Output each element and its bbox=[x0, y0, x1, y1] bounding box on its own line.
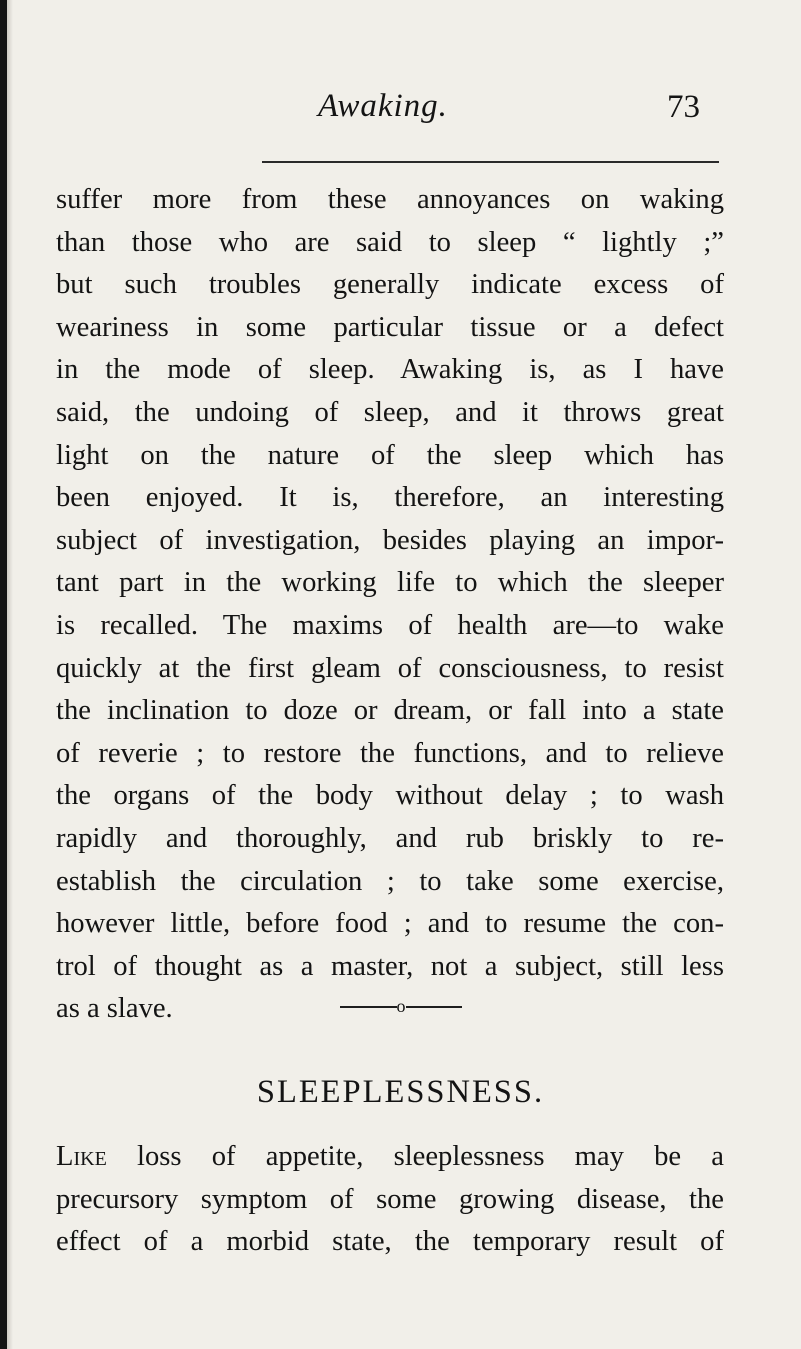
text-line: but such troubles generally indicate excess of bbox=[56, 269, 724, 301]
text-line: said, the undoing of sleep, and it throws great bbox=[56, 396, 724, 428]
divider-ornament: o bbox=[396, 996, 406, 1016]
lead-word: Like bbox=[56, 1141, 107, 1172]
text-line: however little, before food ; and to resume the con- bbox=[56, 908, 724, 940]
divider-rule-right bbox=[406, 1006, 462, 1008]
first-line-rest: loss of appetite, sleeplessness may be a bbox=[106, 1141, 724, 1172]
paragraph-awaking bbox=[56, 179, 724, 1031]
text-line: suffer more from these annoyances on waking bbox=[56, 184, 724, 215]
text-line: the inclination to doze or dream, or fall into a state bbox=[56, 695, 724, 727]
text-line: effect of a morbid state, the temporary result of bbox=[56, 1226, 724, 1258]
divider-rule-left bbox=[340, 1006, 397, 1008]
page-number: 73 bbox=[667, 89, 700, 125]
text-line: as a slave. bbox=[56, 993, 173, 1025]
text-line: is recalled. The maxims of health are—to wake bbox=[56, 609, 724, 641]
text-line: rapidly and thoroughly, and rub briskly to re- bbox=[56, 822, 724, 854]
running-head-rule bbox=[262, 161, 719, 163]
text-line: of reverie ; to restore the functions, and to relieve bbox=[56, 737, 724, 769]
text-line: weariness in some particular tissue or a defect bbox=[56, 311, 724, 343]
text-line-first bbox=[56, 1136, 724, 1179]
text-line: establish the circulation ; to take some exercise, bbox=[56, 865, 724, 897]
text-line: light on the nature of the sleep which has bbox=[56, 439, 724, 471]
text-line: tant part in the working life to which the sleeper bbox=[56, 567, 724, 599]
text-line: in the mode of sleep. Awaking is, as I have bbox=[56, 354, 724, 386]
running-head-title: Awaking. bbox=[318, 88, 448, 124]
text-line: subject of investigation, besides playing an impor- bbox=[56, 524, 724, 556]
text-line: precursory symptom of some growing disease, the bbox=[56, 1183, 724, 1215]
paragraph-sleeplessness bbox=[56, 1136, 724, 1264]
text-line: than those who are said to sleep “ lightly ;” bbox=[56, 226, 724, 258]
section-heading: SLEEPLESSNESS. bbox=[256, 1074, 545, 1110]
running-head bbox=[0, 88, 801, 138]
text-line: the organs of the body without delay ; to wash bbox=[56, 780, 724, 812]
text-line: been enjoyed. It is, therefore, an interesting bbox=[56, 482, 724, 514]
text-line: quickly at the first gleam of consciousness, to resist bbox=[56, 652, 724, 684]
text-line: trol of thought as a master, not a subject, still less bbox=[56, 950, 724, 982]
page-binding-shadow bbox=[7, 0, 13, 1349]
page-binding-edge bbox=[0, 0, 7, 1349]
